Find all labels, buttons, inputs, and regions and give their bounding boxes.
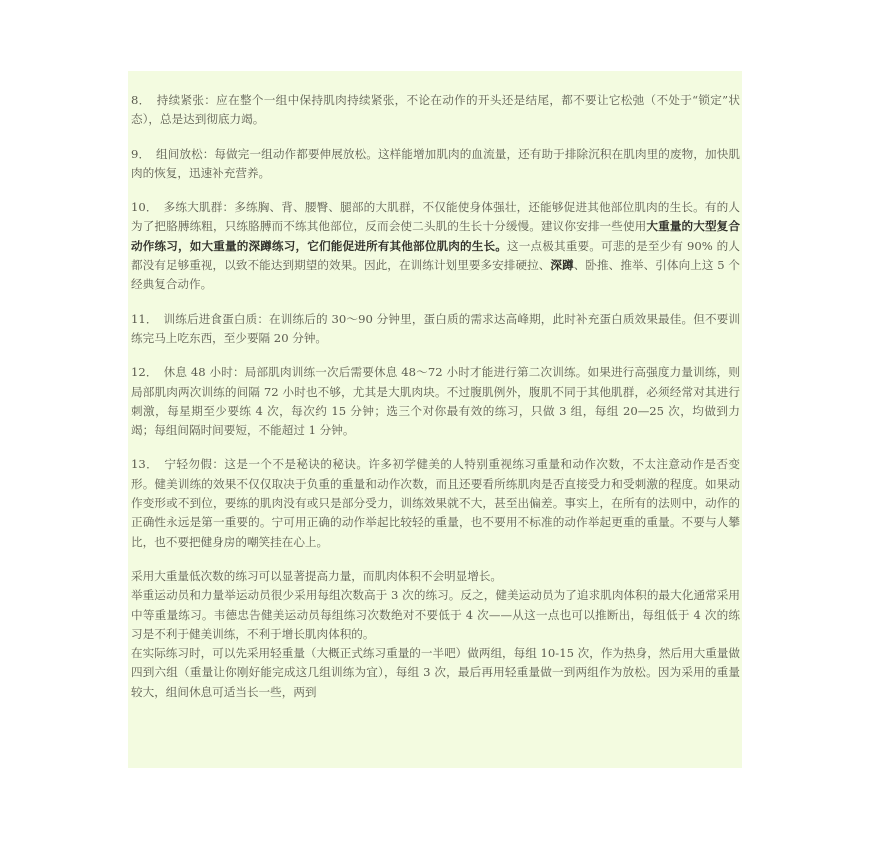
paragraph-10-text-1: 10． 多练大肌群：多练胸、背、腰臀、腿部的大肌群，不仅能使身体强壮，还能够促进其他部位肌肉的生长。有的人为了把胳膊练粗，只练胳膊而不练其他部位，反而会使二头肌的生长十分缓慢。建议你安排一些使用 — [131, 200, 740, 234]
paragraph-weightlifters: 举重运动员和力量举运动员很少采用每组次数高于 3 次的练习。反之，健美运动员为了追求肌肉体积的最大化通常采用中等重量练习。韦德忠告健美运动员每组练习次数绝对不要低于 4 次——从这一点也可以推断出，每组低于 4 次的练习是不利于健美训练，不利于增长肌肉体积的。 — [131, 588, 740, 641]
paragraph-10-bold-2: 深蹲 — [550, 258, 574, 273]
paragraph-10-text-3: 、卧推、推举、引体向上这 5 个经典复合动作。 — [131, 258, 740, 292]
paragraph-11: 11． 训练后进食蛋白质：在训练后的 30～90 分钟里，蛋白质的需求达高峰期，此时补充蛋白质效果最佳。但不要训练完马上吃东西，至少要隔 20 分钟。 — [131, 311, 740, 345]
paragraph-10-text-2: 这一点极其重要。可悲的是至少有 90% 的人都没有足够重视，以致不能达到期望的效果。因此，在训练计划里要多安排硬拉、 — [131, 238, 740, 273]
paragraph-10 — [131, 198, 740, 294]
paragraph-practice: 在实际练习时，可以先采用轻重量（大概正式练习重量的一半吧）做两组，每组 10-15 次，作为热身，然后用大重量做四到六组（重量让你刚好能完成这几组训练为宜），每组 3 次，最后再用轻重量做一到两组作为放松。因为采用的重量较大，组间休息可适当长一些，两到 — [131, 646, 740, 699]
paragraph-12: 12． 休息 48 小时：局部肌肉训练一次后需要休息 48～72 小时才能进行第二次训练。如果进行高强度力量训练，则局部肌肉两次训练的间隔 72 小时也不够，尤其是大肌肉块。不过腹肌例外，腹肌不同于其他肌群，必须经常对其进行刺激，每星期至少要练 4 次，每次约 15 分钟；选三个对你最有效的练习，只做 3 组，每组 20—25 次，均做到力竭；每组间隔时间要短，不能超过 1 分钟。 — [131, 365, 740, 438]
paragraph-heavy-weight: 采用大重量低次数的练习可以显著提高力量，而肌肉体积不会明显增长。 — [131, 568, 503, 583]
paragraph-9: 9． 组间放松：每做完一组动作都要伸展放松。这样能增加肌肉的血流量，还有助于排除沉积在肌肉里的废物，加快肌肉的恢复，迅速补充营养。 — [131, 146, 740, 180]
document-page — [128, 71, 742, 768]
paragraph-10-bold-1: 大重量的大型复合动作练习，如大重量的深蹲练习，它们能促进所有其他部位肌肉的生长。 — [131, 219, 740, 253]
paragraph-13: 13． 宁轻勿假：这是一个不是秘诀的秘诀。许多初学健美的人特别重视练习重量和动作次数，不太注意动作是否变形。健美训练的效果不仅仅取决于负重的重量和动作次数，而且还要看所练肌肉是否直接受力和受刺激的程度。如果动作变形或不到位，要练的肌肉没有或只是部分受力，训练效果就不大，甚至出偏差。事实上，在所有的法则中，动作的正确性永远是第一重要的。宁可用正确的动作举起比较轻的重量，也不要用不标准的动作举起更重的重量。不要与人攀比，也不要把健身房的嘲笑挂在心上。 — [131, 457, 740, 549]
paragraph-8: 8． 持续紧张：应在整个一组中保持肌肉持续紧张，不论在动作的开头还是结尾，都不要让它松弛（不处于“锁定”状态），总是达到彻底力竭。 — [131, 93, 740, 127]
